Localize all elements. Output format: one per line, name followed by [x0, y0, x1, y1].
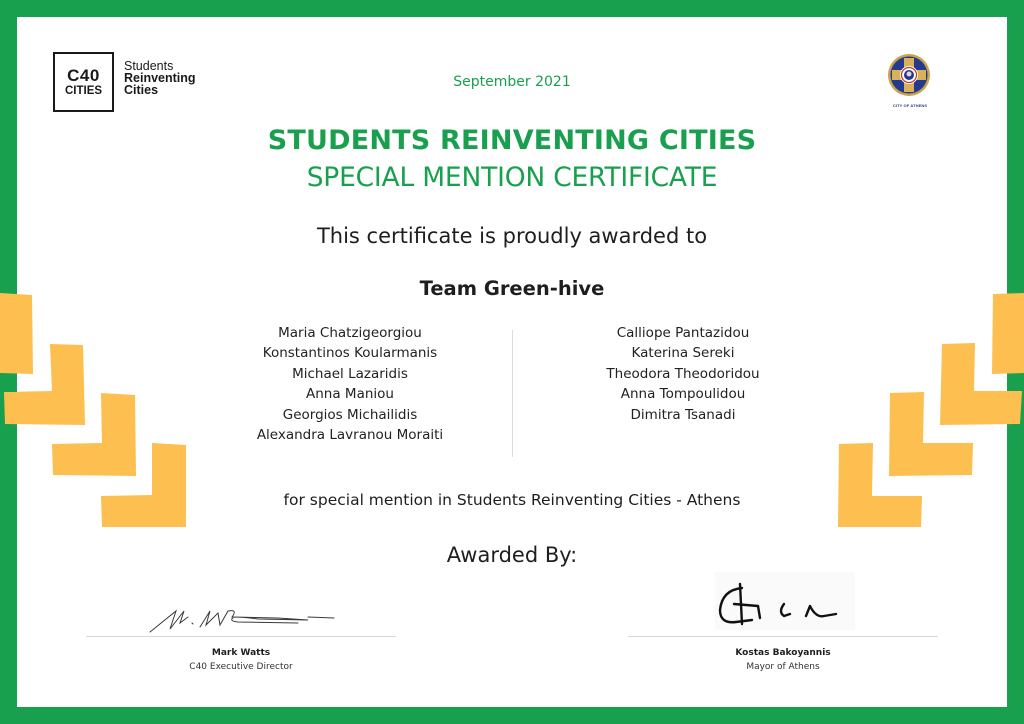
certificate-title: STUDENTS REINVENTING CITIES — [267, 125, 757, 156]
c40-logo-text: C40 — [67, 65, 100, 85]
athens-seal-caption: CITY OF ATHENS — [892, 103, 928, 108]
awarded-by-label: Awarded By: — [446, 543, 578, 567]
awarded-to-text: This certificate is proudly awarded to — [316, 224, 708, 248]
member-name: Maria Chatzigeorgiou — [278, 325, 422, 341]
certificate-subtitle: SPECIAL MENTION CERTIFICATE — [306, 162, 718, 193]
src-logo-line3: Cities — [124, 83, 159, 97]
member-name: Alexandra Lavranou Moraiti — [256, 427, 444, 444]
member-name: Anna Maniou — [306, 386, 394, 403]
signature-line-right — [628, 636, 938, 637]
signatory-title: Mayor of Athens — [746, 662, 820, 672]
src-logo-line1: Students — [124, 59, 174, 73]
member-name: Anna Tompoulidou — [620, 386, 746, 403]
members-list-left — [220, 323, 480, 445]
signature-mark-watts — [148, 603, 338, 635]
members-divider — [512, 330, 513, 457]
mention-text: for special mention in Students Reinventing Cities - Athens — [283, 491, 741, 509]
member-name: Konstantinos Koularmanis — [262, 345, 438, 362]
c40-logo-subtext: CITIES — [64, 84, 103, 97]
member-name: Theodora Theodoridou — [606, 365, 760, 382]
member-name: Calliope Pantazidou — [616, 325, 750, 341]
team-name: Team Green-hive — [419, 277, 605, 300]
members-list-right — [553, 323, 813, 425]
signature-line-left — [86, 636, 396, 637]
src-logo-line2: Reinventing — [124, 71, 196, 85]
member-name: Georgios Michailidis — [282, 406, 418, 423]
signatory-title: C40 Executive Director — [189, 662, 293, 672]
member-name: Katerina Sereki — [631, 345, 735, 362]
member-name: Dimitra Tsanadi — [630, 406, 736, 423]
certificate-date: September 2021 — [453, 74, 571, 90]
member-name: Michael Lazaridis — [292, 365, 408, 382]
signatory-name: Mark Watts — [211, 648, 271, 658]
signature-kostas-bakoyannis — [712, 576, 852, 632]
signatory-name: Kostas Bakoyannis — [735, 648, 831, 658]
